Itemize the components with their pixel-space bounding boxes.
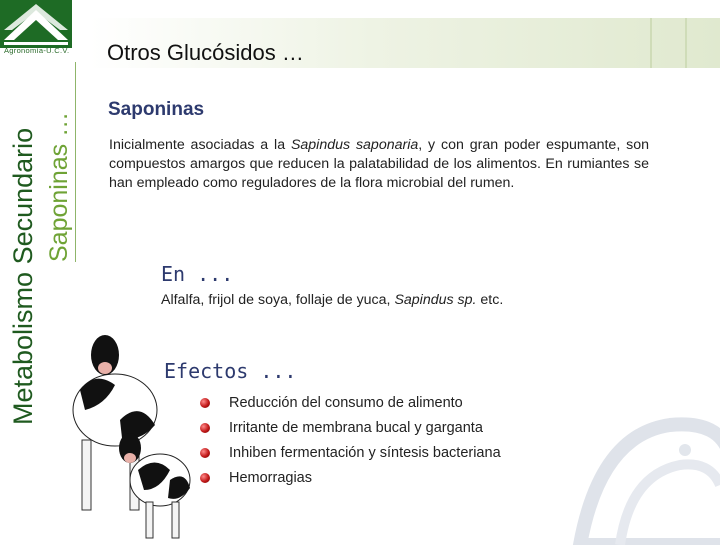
intro-paragraph (109, 136, 649, 193)
list-item (200, 465, 501, 490)
bullet-icon (200, 398, 210, 408)
sources-etc: etc. (476, 292, 504, 308)
paragraph-species: Sapindus saponaria (290, 137, 419, 153)
side-main-title: Metabolismo Secundario (8, 127, 38, 425)
list-item-label: Inhiben fermentación y síntesis bacteriana (229, 444, 501, 461)
paragraph-text: Inicialmente asociadas a la (109, 137, 291, 153)
cows-image (60, 330, 200, 540)
efectos-list (200, 390, 501, 490)
university-logo (0, 0, 72, 48)
sources-list: Alfalfa, frijol de soya, follaje de yuca, (161, 292, 395, 308)
band-divider (685, 18, 687, 68)
side-sub-title: Saponinas … (45, 111, 73, 262)
list-item-label: Reducción del consumo de alimento (229, 394, 463, 411)
list-item (200, 390, 501, 415)
efectos-heading: Efectos ... (164, 359, 297, 383)
logo-caption: Agronomía-U.C.V. (4, 46, 70, 55)
section-title: Saponinas (108, 99, 205, 120)
sources-text (161, 292, 503, 308)
list-item (200, 415, 501, 440)
list-item-label: Irritante de membrana bucal y garganta (229, 419, 483, 436)
band-divider (650, 18, 652, 68)
sources-species: Sapindus sp. (394, 292, 477, 308)
slide-title: Otros Glucósidos … (107, 40, 304, 65)
bullet-icon (200, 473, 210, 483)
paragraph-text: , y con gran poder espumante, son compuestos amargos que reducen la palatabilidad de los alimentos. En rumiantes se han empleado como reguladores de la flora microbial del rumen. (109, 137, 649, 191)
list-item (200, 440, 501, 465)
side-divider (75, 62, 76, 262)
watermark-emblem (560, 395, 720, 545)
list-item-label: Hemorragias (229, 469, 312, 486)
en-heading: En ... (161, 262, 234, 286)
bullet-icon (200, 423, 210, 433)
bullet-icon (200, 448, 210, 458)
